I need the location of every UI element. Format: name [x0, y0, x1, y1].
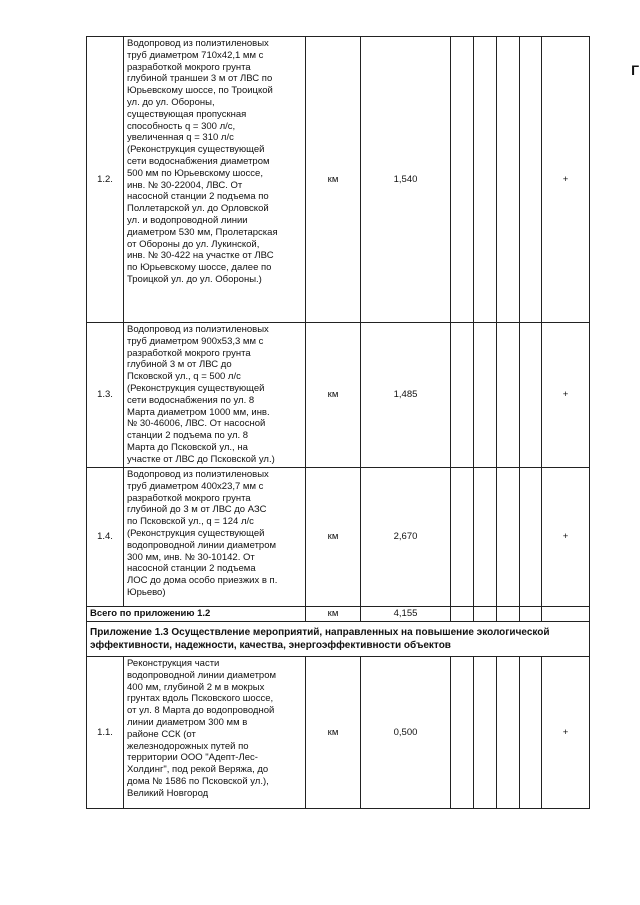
row-description [124, 468, 306, 607]
year-cell [497, 37, 520, 323]
row-unit: км [306, 37, 361, 323]
row-mark: + [542, 468, 590, 607]
row-quantity: 2,670 [361, 468, 451, 607]
row-quantity: 1,485 [361, 323, 451, 468]
year-cell [497, 323, 520, 468]
year-cell [451, 657, 474, 809]
row-mark: + [542, 323, 590, 468]
table-row [87, 468, 590, 607]
row-number: 1.3. [87, 323, 124, 468]
year-cell [451, 468, 474, 607]
year-cell [474, 323, 497, 468]
year-cell [474, 657, 497, 809]
year-cell [520, 657, 542, 809]
row-unit: км [306, 468, 361, 607]
year-cell [520, 607, 542, 622]
total-mark-cell [542, 607, 590, 622]
total-quantity: 4,155 [361, 607, 451, 622]
year-cell [474, 468, 497, 607]
total-unit: км [306, 607, 361, 622]
year-cell [497, 607, 520, 622]
row-unit: км [306, 657, 361, 809]
year-cell [520, 468, 542, 607]
year-cell [520, 323, 542, 468]
row-description [124, 323, 306, 468]
row-quantity: 1,540 [361, 37, 451, 323]
section-title: Приложение 1.3 Осуществление мероприятий, направленных на повышение экологической эффективности, надежности, качества, энергоэффективности объектов [87, 622, 590, 657]
year-cell [497, 468, 520, 607]
table-row [87, 323, 590, 468]
year-cell [451, 607, 474, 622]
row-mark: + [542, 657, 590, 809]
year-cell [451, 37, 474, 323]
year-cell [474, 37, 497, 323]
row-unit: км [306, 323, 361, 468]
year-cell [451, 323, 474, 468]
page-edge-mark: Г [631, 62, 639, 78]
description-text: Водопровод из полиэтиленовых труб диаметром 710х42,1 мм с разработкой мокрого грунта глубиной траншеи 3 м от ЛВС по Юрьевскому шоссе, по Троицкой ул. до ул. Обороны, существующая пропускная способность q = 300 л/с, увеличенная q = 310 л/с (Реконструкция существующей сети водоснабжения диаметром 500 мм по Юрьевскому шоссе, инв. № 30-22004, ЛВС. От насосной станции 2 подъема по Поллетарской ул. до Орловской ул. и водопроводной линии диаметром 530 мм, Пролетарская от Обороны до ул. Лукинской, инв. № 30-422 на участке от ЛВС по Юрьевскому шоссе, далее по Троицкой ул. до ул. Обороны.) [127, 38, 278, 285]
year-cell [520, 37, 542, 323]
row-number: 1.2. [87, 37, 124, 323]
description-text: Водопровод из полиэтиленовых труб диаметром 400х23,7 мм с разработкой мокрого грунта глубиной до 3 м от ЛВС до АЗС по Псковской ул., q = 124 л/с (Реконструкция существующей водопроводной линии диаметром 300 мм, инв. № 30-10142. От насосной станции 2 подъема ЛОС до дома особо приезжих в п. Юрьево) [127, 469, 278, 598]
description-text: Водопровод из полиэтиленовых труб диаметром 900х53,3 мм с разработкой мокрого грунта глубиной 3 м от ЛВС до Псковской ул., q = 500 л/с (Реконструкция существующей сети водоснабжения по ул. 8 Марта диаметром 1000 мм, инв. № 30-46006, ЛВС. От насосной станции 2 подъема по ул. 8 Марта до Псковской ул., на участке от ЛВС до Псковской ул.) [127, 324, 275, 465]
row-description [124, 37, 306, 323]
total-row [87, 607, 590, 622]
row-description [124, 657, 306, 809]
row-number: 1.1. [87, 657, 124, 809]
row-number: 1.4. [87, 468, 124, 607]
total-label: Всего по приложению 1.2 [87, 607, 306, 622]
row-quantity: 0,500 [361, 657, 451, 809]
table-row [87, 657, 590, 809]
row-mark: + [542, 37, 590, 323]
section-header-row [87, 622, 590, 657]
works-table [86, 36, 590, 809]
description-text: Реконструкция части водопроводной линии диаметром 400 мм, глубиной 2 м в мокрых грунтах вдоль Псковского шоссе, от ул. 8 Марта до водопроводной линии диаметром 300 мм в районе ССК (от железнодорожных путей по территории ООО "Адепт-Лес- Холдинг", под рекой Веряжа, до дома № 1586 по Псковской ул.), Великий Новгород [127, 658, 277, 799]
year-cell [474, 607, 497, 622]
year-cell [497, 657, 520, 809]
table-row [87, 37, 590, 323]
